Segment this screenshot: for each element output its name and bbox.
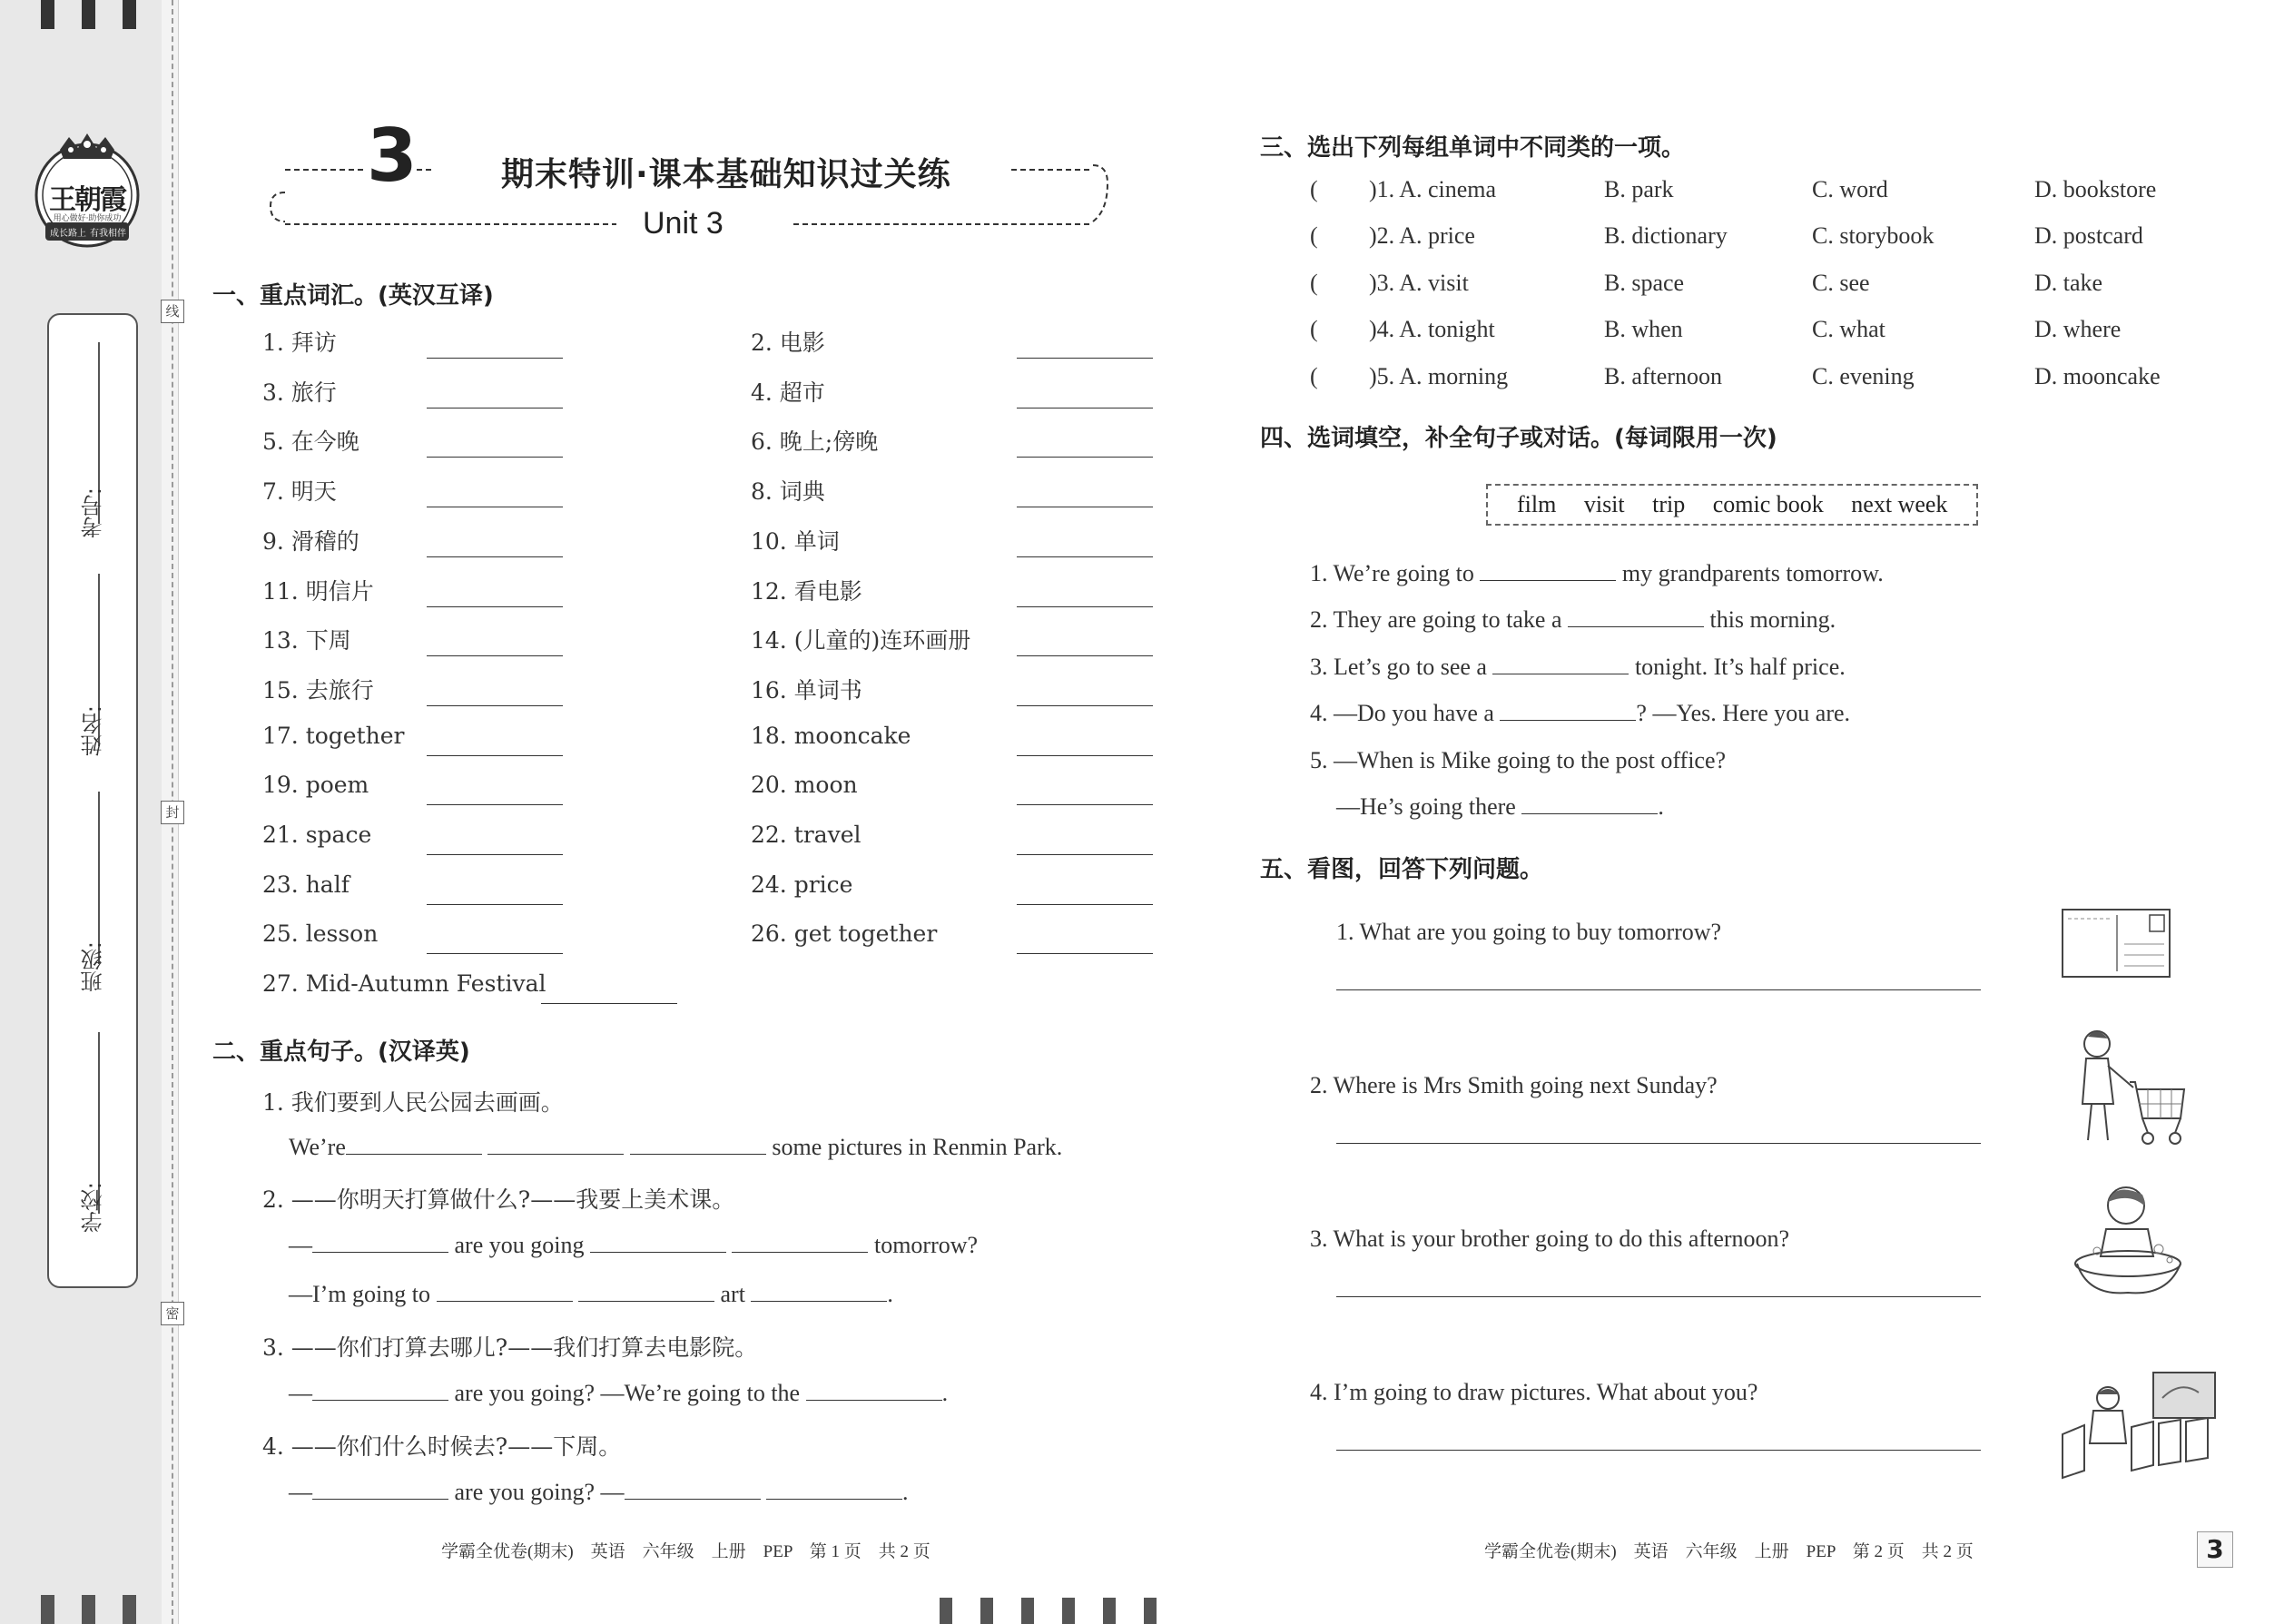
answer-blank[interactable]	[806, 1382, 942, 1401]
postcard-image	[2061, 908, 2174, 984]
s4-q3	[1310, 654, 1846, 681]
answer-line[interactable]	[1336, 989, 1981, 990]
vocab-answer-blank[interactable]	[1017, 953, 1153, 954]
option-a: )1. A. cinema	[1369, 176, 1497, 202]
s4-q2	[1310, 606, 1836, 634]
answer-line[interactable]	[1336, 1450, 1981, 1451]
paper-number: 3	[367, 113, 418, 198]
section-3-heading: 三、选出下列每组单词中不同类的一项。	[1260, 134, 1686, 162]
s2-q2-answer-a	[289, 1232, 978, 1259]
option-d: D. postcard	[2034, 222, 2143, 250]
seal-mark-secret: 密	[161, 1302, 184, 1325]
option-d: D. bookstore	[2034, 176, 2157, 202]
vocab-item: 12. 看电影	[751, 577, 862, 605]
option-c: C. see	[1812, 269, 1870, 296]
word-bank-item: comic book	[1712, 491, 1824, 517]
register-mark	[82, 1595, 95, 1624]
answer-blank[interactable]	[732, 1234, 868, 1253]
vocab-answer-blank[interactable]	[427, 854, 563, 855]
vocab-answer-blank[interactable]	[427, 755, 563, 756]
vocab-answer-blank[interactable]	[1017, 705, 1153, 706]
register-mark	[940, 1598, 952, 1624]
vocab-item: 25. lesson	[262, 920, 379, 948]
vocab-item: 3. 旅行	[262, 379, 337, 406]
vocab-answer-blank[interactable]	[427, 655, 563, 656]
vocab-item: 16. 单词书	[751, 676, 862, 704]
class-label: 班级:	[80, 941, 106, 993]
word-bank-item: film	[1517, 491, 1557, 517]
answer-blank[interactable]	[437, 1283, 573, 1302]
school-field	[74, 1182, 111, 1236]
brand-slogan-left: 成长路上	[50, 229, 86, 239]
vocab-item: 1. 拜访	[262, 330, 337, 356]
section-2-heading: 二、重点句子。(汉译英)	[212, 1038, 470, 1066]
student-info-box	[47, 313, 138, 1288]
vocab-item: 22. travel	[751, 822, 861, 848]
answer-blank[interactable]	[578, 1283, 714, 1302]
s4-q4	[1310, 700, 1850, 727]
vocab-answer-blank[interactable]	[427, 457, 563, 458]
option-d: D. mooncake	[2034, 362, 2161, 389]
register-mark	[1144, 1598, 1157, 1624]
vocab-item: 8. 词典	[751, 478, 825, 506]
option-a: )2. A. price	[1369, 222, 1475, 250]
register-mark	[41, 0, 54, 29]
s2-q2-answer-b	[289, 1281, 893, 1308]
s4-q2-pre: 2. They are going to take a	[1310, 606, 1562, 633]
s4-q5-pre: —He’s going there	[1336, 793, 1516, 820]
register-mark	[1103, 1598, 1116, 1624]
answer-paren[interactable]: (	[1310, 222, 1318, 250]
option-a: )3. A. visit	[1369, 269, 1469, 296]
footer-right: 学霸全优卷(期末) 英语 六年级 上册 PEP 第 2 页 共 2 页	[1484, 1542, 1974, 1561]
answer-blank[interactable]	[312, 1234, 448, 1253]
name-field	[74, 705, 111, 760]
vocab-answer-blank[interactable]	[1017, 854, 1153, 855]
answer-blank[interactable]	[1492, 655, 1629, 674]
vocab-answer-blank[interactable]	[427, 358, 563, 359]
answer-blank[interactable]	[312, 1481, 448, 1500]
s2-q4-mid: are you going?	[454, 1479, 596, 1505]
s4-q4-pre: 4. —Do you have a	[1310, 700, 1494, 726]
s2-q4-answer	[289, 1479, 909, 1506]
footer-left: 学霸全优卷(期末) 英语 六年级 上册 PEP 第 1 页 共 2 页	[441, 1542, 930, 1561]
cinema-image	[2053, 1371, 2217, 1483]
section-4-heading: 四、选词填空，补全句子或对话。(每词限用一次)	[1260, 425, 1777, 452]
vocab-answer-blank[interactable]	[427, 804, 563, 805]
vocab-item: 9. 滑稽的	[262, 527, 359, 555]
register-mark	[123, 1595, 136, 1624]
brand-name: 王朝霞	[49, 184, 125, 216]
vocab-item: 6. 晚上;傍晚	[751, 428, 879, 456]
vocab-answer-blank[interactable]	[1017, 804, 1153, 805]
answer-blank[interactable]	[625, 1481, 761, 1500]
s2-q2-mid: are you going	[454, 1232, 585, 1258]
vocab-answer-blank[interactable]	[427, 705, 563, 706]
period: .	[902, 1479, 909, 1505]
vocab-item: 27. Mid-Autumn Festival	[262, 970, 546, 998]
answer-line[interactable]	[1336, 1143, 1981, 1144]
s4-q5-answer	[1336, 793, 1664, 821]
s4-q1	[1310, 560, 1884, 587]
vocab-answer-blank[interactable]	[427, 904, 563, 905]
s4-q5-question: 5. —When is Mike going to the post office?	[1310, 747, 1727, 773]
option-a: )5. A. morning	[1369, 362, 1509, 389]
answer-line[interactable]	[1336, 1296, 1981, 1297]
vocab-item: 21. space	[262, 822, 372, 848]
name-label: 姓名:	[80, 705, 106, 757]
answer-paren[interactable]: (	[1310, 176, 1318, 202]
word-bank-item: next week	[1851, 491, 1948, 517]
register-mark	[1062, 1598, 1075, 1624]
s2-q3-prompt: 3. ——你们打算去哪儿?——我们打算去电影院。	[262, 1334, 758, 1361]
boy-washing-image	[2070, 1178, 2197, 1300]
answer-paren[interactable]: (	[1310, 316, 1318, 343]
seal-mark-seal: 封	[161, 801, 184, 824]
vocab-answer-blank[interactable]	[1017, 358, 1153, 359]
vocab-item: 26. get together	[751, 920, 938, 948]
section-5-heading: 五、看图，回答下列问题。	[1260, 856, 1544, 883]
vocab-item: 11. 明信片	[262, 577, 374, 605]
vocab-item: 24. price	[751, 871, 853, 898]
brand-motto: 用心做好·助你成功	[53, 214, 122, 223]
word-bank-item: visit	[1583, 491, 1625, 517]
period: .	[887, 1281, 893, 1307]
word-bank-item: trip	[1652, 491, 1686, 517]
option-b: B. when	[1604, 316, 1683, 343]
brand-logo	[33, 132, 142, 250]
s4-q3-pre: 3. Let’s go to see a	[1310, 654, 1487, 680]
option-b: B. afternoon	[1604, 362, 1722, 389]
option-a: )4. A. tonight	[1369, 316, 1495, 343]
answer-blank[interactable]	[630, 1136, 766, 1155]
s2-q3-mid2: —We’re going to the	[600, 1380, 801, 1406]
period: .	[1658, 793, 1664, 820]
vocab-answer-blank[interactable]	[427, 606, 563, 607]
option-c: C. evening	[1812, 362, 1915, 389]
s2-q4-mid2: —	[600, 1479, 625, 1505]
vocab-answer-blank[interactable]	[1017, 457, 1153, 458]
vocab-item: 19. poem	[262, 772, 369, 799]
answer-blank[interactable]	[1480, 562, 1616, 581]
class-field	[74, 941, 111, 996]
answer-blank[interactable]	[590, 1234, 726, 1253]
dash: —	[289, 1479, 312, 1505]
answer-blank[interactable]	[1521, 795, 1658, 814]
option-b: B. park	[1604, 176, 1674, 202]
s2-q2-post: tomorrow?	[873, 1232, 979, 1258]
option-c: C. storybook	[1812, 222, 1935, 250]
option-d: D. take	[2034, 269, 2103, 296]
s5-q4: 4. I’m going to draw pictures. What about you?	[1310, 1379, 1758, 1405]
seal-mark-line: 线	[161, 300, 184, 323]
option-b: B. dictionary	[1604, 222, 1728, 250]
vocab-item: 5. 在今晚	[262, 428, 359, 456]
s2-q1-answer	[289, 1134, 1062, 1161]
answer-paren[interactable]: (	[1310, 269, 1318, 296]
s4-q3-post: tonight. It’s half price.	[1634, 654, 1846, 680]
period: .	[941, 1380, 949, 1406]
option-c: C. what	[1812, 316, 1885, 343]
register-mark	[82, 0, 95, 29]
s2-q2-b-pre: —I’m going to	[289, 1281, 430, 1307]
vocab-answer-blank[interactable]	[1017, 655, 1153, 656]
s2-q3-answer	[289, 1380, 948, 1407]
s4-q2-post: this morning.	[1709, 606, 1836, 633]
answer-blank[interactable]	[1568, 608, 1704, 627]
answer-blank[interactable]	[766, 1481, 902, 1500]
vocab-answer-blank[interactable]	[427, 556, 563, 557]
s5-q3: 3. What is your brother going to do this afternoon?	[1310, 1225, 1790, 1252]
option-d: D. where	[2034, 316, 2122, 343]
vocab-answer-blank[interactable]	[541, 1003, 677, 1004]
exam-number-label: 考号:	[80, 487, 106, 539]
vocab-answer-blank[interactable]	[1017, 556, 1153, 557]
vocab-answer-blank[interactable]	[1017, 755, 1153, 756]
dash: —	[289, 1232, 312, 1258]
dash: —	[289, 1380, 312, 1406]
class-line[interactable]	[98, 792, 100, 964]
s2-q1-prompt: 1. 我们要到人民公园去画画。	[262, 1089, 564, 1116]
s4-q4-post: ? —Yes. Here you are.	[1636, 700, 1851, 726]
vocab-item: 7. 明天	[262, 478, 337, 506]
option-b: B. space	[1604, 269, 1685, 296]
section-1-heading: 一、重点词汇。(英汉互译)	[212, 282, 494, 310]
vocab-item: 20. moon	[751, 772, 858, 799]
register-mark	[980, 1598, 993, 1624]
vocab-item: 13. 下周	[262, 627, 351, 655]
s2-q3-mid: are you going?	[454, 1380, 596, 1406]
brand-slogan-right: 有我相伴	[90, 229, 126, 239]
option-c: C. word	[1812, 176, 1888, 202]
page-number: 3	[2197, 1531, 2233, 1568]
vocab-answer-blank[interactable]	[427, 953, 563, 954]
answer-blank[interactable]	[312, 1382, 448, 1401]
register-mark	[41, 1595, 54, 1624]
shopping-woman-image	[2061, 1024, 2188, 1155]
s2-q2-prompt: 2. ——你明天打算做什么?——我要上美术课。	[262, 1186, 735, 1213]
s2-q2-b-mid: art	[720, 1281, 745, 1307]
answer-blank[interactable]	[1500, 702, 1636, 721]
school-label: 学校:	[80, 1182, 106, 1234]
answer-paren[interactable]: (	[1310, 362, 1318, 389]
vocab-item: 14. (儿童的)连环画册	[751, 627, 971, 655]
vocab-item: 15. 去旅行	[262, 676, 374, 704]
vocab-item: 2. 电影	[751, 330, 825, 356]
vocab-item: 18. mooncake	[751, 722, 911, 749]
vocab-item: 4. 超市	[751, 379, 825, 406]
answer-blank[interactable]	[751, 1283, 887, 1302]
s5-q2: 2. Where is Mrs Smith going next Sunday?	[1310, 1072, 1718, 1098]
s4-q1-post: my grandparents tomorrow.	[1621, 560, 1884, 586]
unit-label: Unit 3	[643, 206, 724, 241]
vocab-item: 17. together	[262, 722, 405, 749]
vocab-answer-blank[interactable]	[1017, 904, 1153, 905]
register-mark	[123, 0, 136, 29]
answer-blank[interactable]	[487, 1136, 624, 1155]
page-title: 期末特训·课本基础知识过关练	[501, 156, 951, 193]
answer-blank[interactable]	[346, 1136, 482, 1155]
exam-number-field	[74, 487, 111, 542]
s4-q1-pre: 1. We’re going to	[1310, 560, 1474, 586]
s2-q4-prompt: 4. ——你们什么时候去?——下周。	[262, 1433, 622, 1460]
s5-q1: 1. What are you going to buy tomorrow?	[1336, 919, 1722, 945]
word-bank	[1486, 484, 1978, 526]
s2-q1-post: some pictures in Renmin Park.	[772, 1134, 1063, 1160]
vocab-item: 23. half	[262, 871, 350, 898]
s2-q1-pre: We’re	[289, 1134, 346, 1160]
register-mark	[1021, 1598, 1034, 1624]
vocab-answer-blank[interactable]	[1017, 606, 1153, 607]
vocab-item: 10. 单词	[751, 527, 840, 555]
